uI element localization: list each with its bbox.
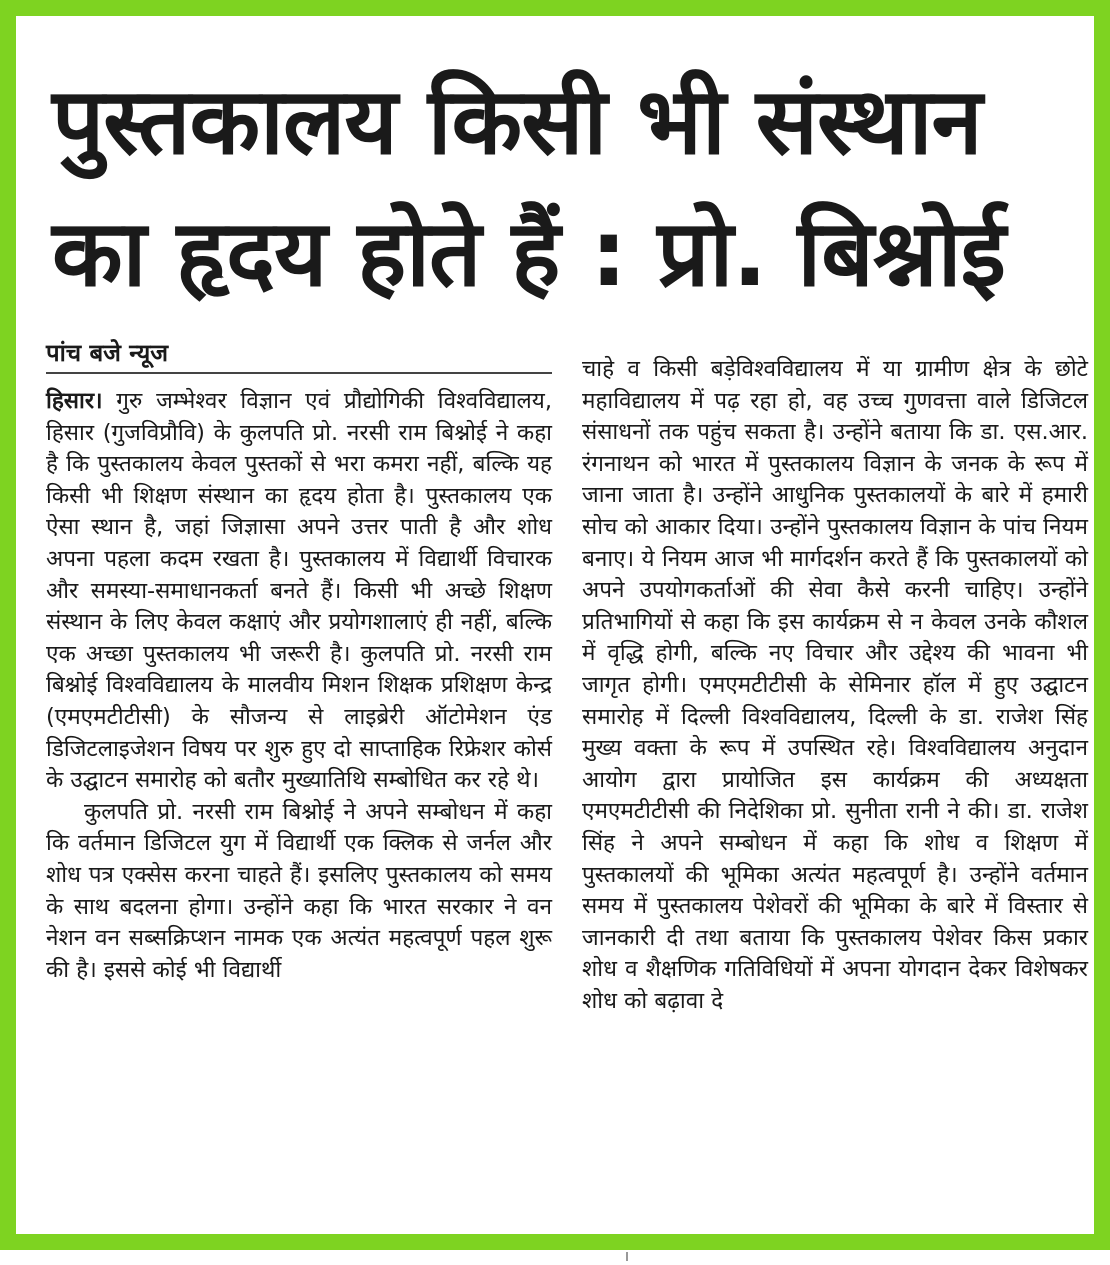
headline-line-1: पुस्तकालय किसी भी संस्थान [52, 68, 982, 175]
article-paragraph-3: चाहे व किसी बड़ेविश्वविद्यालय में या ग्रामीण क्षेत्र के छोटे महाविद्यालय में पढ़ रहा हो, वह उच्च गुणवत्ता वाले डिजिटल संसाधनों तक पहुंच सकता है। उन्होंने बताया कि डा. एस.आर. रंगनाथन को भारत में पुस्तकालय विज्ञान के जनक के रूप में जाना जाता है। उन्होंने आधुनिक पुस्तकालयों के बारे में हमारी सोच को आकार दिया। उन्होंने पुस्तकालय विज्ञान के पांच नियम बनाए। ये नियम आज भी मार्गदर्शन करते हैं कि पुस्तकालयों को अपने उपयोगकर्ताओं की सेवा कैसे करनी चाहिए। उन्होंने प्रतिभागियों से कहा कि इस कार्यक्रम से न केवल उनके कौशल में वृद्धि होगी, बल्कि नए विचार और उद्देश्य की भावना भी जागृत होगी। एमएमटीटीसी के सेमिनार हॉल में हुए उद्घाटन समारोह में दिल्ली विश्वविद्यालय, दिल्ली के डा. राजेश सिंह मुख्य वक्ता के रूप में उपस्थित रहे। विश्वविद्यालय अनुदान आयोग द्वारा प्रायोजित इस कार्यक्रम की अध्यक्षता एमएमटीटीसी की निदेशिका प्रो. सुनीता रानी ने की। डा. राजेश सिंह ने अपने सम्बोधन में कहा कि शोध व शिक्षण में पुस्तकालयों की भूमिका अत्यंत महत्वपूर्ण है। उन्होंने वर्तमान समय में पुस्तकालय पेशेवरों की भूमिका के बारे में विस्तार से जानकारी दी तथा बताया कि पुस्तकालय पेशेवर किस प्रकार शोध व शैक्षणिक गतिविधियों में अपना योगदान देकर विशेषकर शोध को बढ़ावा दे [582, 356, 1088, 1014]
scan-mark [626, 1252, 628, 1261]
article-column-right [582, 354, 1088, 1017]
article-paragraph-2: कुलपति प्रो. नरसी राम बिश्नोई ने अपने सम्बोधन में कहा कि वर्तमान डिजिटल युग में विद्यार्थी एक क्लिक से जर्नल और शोध पत्र एक्सेस करना चाहते हैं। इसलिए पुस्तकालय को समय के साथ बदलना होगा। उन्होंने कहा कि भारत सरकार ने वन नेशन वन सब्सक्रिप्शन नामक एक अत्यंत महत्वपूर्ण पहल शुरू की है। इससे कोई भी विद्यार्थी [46, 798, 552, 983]
headline-line-2: का हृदय होते हैं : प्रो. बिश्नोई [52, 200, 1005, 307]
byline: पांच बजे न्यूज [46, 336, 552, 374]
article-paragraph-1 [46, 386, 552, 797]
paragraph-1-body: गुरु जम्भेश्वर विज्ञान एवं प्रौद्योगिकी विश्वविद्यालय, हिसार (गुजविप्रौवि) के कुलपति प्रो. नरसी राम बिश्नोई ने कहा है कि पुस्तकालय केवल पुस्तकों से भरा कमरा नहीं, बल्कि यह किसी भी शिक्षण संस्थान का हृदय होता है। पुस्तकालय एक ऐसा स्थान है, जहां जिज्ञासा अपने उत्तर पाती है और शोध अपना पहला कदम रखता है। पुस्तकालय में विद्यार्थी विचारक और समस्या-समाधानकर्ता बनते हैं। किसी भी अच्छे शिक्षण संस्थान के लिए केवल कक्षाएं और प्रयोगशालाएं ही नहीं, बल्कि एक अच्छा पुस्तकालय भी जरूरी है। कुलपति प्रो. नरसी राम बिश्नोई विश्वविद्यालय के मालवीय मिशन शिक्षक प्रशिक्षण केन्द्र (एमएमटीटीसी) के सौजन्य से लाइब्रेरी ऑटोमेशन एंड डिजिटलाइजेशन विषय पर शुरु हुए दो साप्ताहिक रिफ्रेशर कोर्स के उद्घाटन समारोह को बतौर मुख्यातिथि सम्बोधित कर रहे थे। [46, 388, 552, 794]
article-column-left [46, 386, 552, 986]
headline [52, 56, 1072, 320]
newspaper-clipping [16, 16, 1094, 1234]
dateline: हिसार। [46, 388, 103, 414]
